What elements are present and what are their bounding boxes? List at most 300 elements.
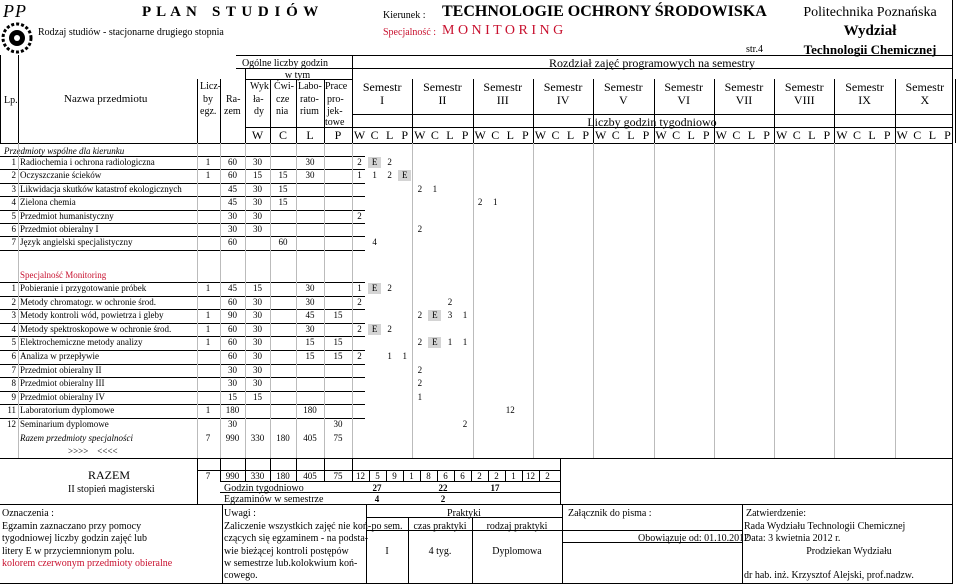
- godzin-label: Godzin tygodniowo: [224, 483, 304, 494]
- row-razem: 45: [228, 283, 237, 293]
- header-cwi-c: nia: [276, 106, 289, 117]
- row-lp: 11: [7, 405, 16, 416]
- semester-header-2: Semestr: [423, 80, 462, 94]
- header-wyk-b: ła-: [253, 94, 264, 105]
- wclp-sem-10-0: W: [896, 128, 908, 142]
- praktyki-col-czas: czas praktyki: [413, 521, 467, 532]
- wclp-sem-2-1: C: [430, 128, 439, 142]
- grid-line-h: [0, 350, 365, 351]
- study-type: Rodzaj studiów - stacjonarne drugiego stopnia: [38, 27, 224, 38]
- uwagi-line-1: Zaliczenie wszystkich zajęć nie koń-: [224, 521, 372, 532]
- razem-spec-p: 75: [333, 433, 343, 443]
- row-name: Przedmiot obieralny III: [20, 378, 105, 389]
- semester-header-9: Semestr: [845, 80, 884, 94]
- sem-cell: 1: [462, 310, 468, 321]
- row-lp: 4: [11, 323, 16, 334]
- row-name: Likwidacja skutków katastrof ekologicznych: [20, 183, 182, 194]
- row-c: 15: [278, 197, 288, 208]
- sem-cell: E: [371, 323, 378, 334]
- header-nazwa: Nazwa przedmiotu: [64, 93, 148, 105]
- row-name: Metody chromatogr. w ochronie środ.: [20, 296, 156, 307]
- sem-cell: 2: [417, 378, 423, 389]
- page-number: str.4: [746, 44, 763, 55]
- grid-line-h: [0, 250, 365, 251]
- wydzial-label: Wydział: [843, 23, 897, 39]
- header-razem-b: zem: [224, 106, 241, 117]
- row-c: 15: [278, 170, 288, 181]
- grid-line-h: [0, 418, 365, 419]
- row-w: 30: [253, 337, 262, 348]
- grid-line-v: [197, 79, 198, 143]
- row-lp: 2: [11, 170, 16, 181]
- summary-c: 180: [276, 471, 290, 481]
- row-razem: 60: [228, 296, 237, 307]
- wclp-sem-6-1: C: [672, 128, 681, 142]
- grid-line-h: [0, 377, 365, 378]
- sem-cell: 1: [372, 170, 377, 181]
- oznaczenia-line-2: tygodniowej liczby godzin zajęć lub: [2, 533, 147, 544]
- row-name: Przedmiot obieralny I: [20, 224, 99, 234]
- semester-number-5: V: [619, 93, 628, 107]
- header-lab-c: rium: [300, 106, 319, 117]
- summary-sem-val: 1: [409, 471, 414, 481]
- row-lp: 7: [11, 237, 16, 248]
- sem-cell: 1: [462, 337, 468, 348]
- summary-sem-val: 2: [494, 471, 499, 481]
- grid-line-v: [270, 143, 271, 458]
- semester-header-5: Semestr: [604, 80, 643, 94]
- row-w: 30: [253, 157, 262, 167]
- row-w: 30: [253, 210, 262, 221]
- row-name: Metody spektroskopowe w ochronie środ.: [20, 323, 172, 334]
- grid-line-h: [236, 68, 352, 69]
- sem-cell: 2: [387, 157, 392, 167]
- wclp-header-3: P: [334, 128, 342, 142]
- row-egz: 1: [205, 323, 211, 334]
- wclp-sem-1-2: L: [386, 128, 394, 142]
- row-razem: 15: [228, 391, 237, 402]
- sem-cell: 2: [462, 419, 468, 429]
- godzin-val: 27: [372, 483, 382, 493]
- header-lab-b: rato-: [300, 94, 319, 105]
- row-p: 15: [333, 337, 343, 348]
- oznaczenia-line-1: Egzamin zaznaczano przy pomocy: [2, 521, 142, 532]
- row-razem: 45: [228, 183, 237, 194]
- wclp-sem-5-3: P: [642, 128, 650, 142]
- row-c: 60: [278, 237, 288, 248]
- row-name: Radiochemia i ochrona radiologiczna: [20, 157, 155, 167]
- grid-line-h: [366, 517, 562, 518]
- wclp-sem-7-3: P: [763, 128, 770, 142]
- grid-line-h: [366, 530, 562, 531]
- row-name: Oczyszczanie ścieków: [20, 170, 102, 181]
- sem-cell: 2: [417, 337, 423, 348]
- egzaminow-val: 4: [374, 494, 380, 504]
- summary-sem-val: 12: [526, 471, 535, 481]
- wclp-header-2: L: [306, 128, 314, 142]
- grid-line-h: [562, 530, 742, 531]
- row-razem: 45: [228, 197, 237, 208]
- row-lp: 5: [11, 337, 16, 348]
- grid-line-h: [0, 143, 952, 144]
- grid-line-v: [774, 143, 775, 458]
- sem-cell: 2: [477, 197, 483, 208]
- row-w: 30: [253, 378, 262, 389]
- grid-line-h: [0, 156, 365, 157]
- razem-spec-arrows: >>>> <<<<: [68, 446, 118, 456]
- row-w: 15: [253, 283, 262, 293]
- summary-sem-val: 8: [426, 471, 431, 481]
- header-lab-a: Labo-: [298, 81, 322, 92]
- row-egz: 1: [205, 405, 211, 416]
- row-lp: 6: [11, 351, 16, 361]
- zatwierdzenie-label: Zatwierdzenie:: [746, 508, 806, 519]
- sem-cell: E: [402, 170, 408, 181]
- row-lp: 1: [11, 283, 16, 293]
- praktyki-val-rodzaj: Dyplomowa: [492, 546, 542, 557]
- sem-cell: 2: [387, 283, 392, 293]
- header-prac-c: jek-: [327, 106, 343, 117]
- row-lp: 12: [7, 419, 16, 429]
- section-title-spec: Specjalność Monitoring: [20, 270, 107, 280]
- semester-header-6: Semestr: [664, 80, 703, 94]
- row-name: Przedmiot obieralny IV: [20, 391, 105, 402]
- wclp-sem-9-0: W: [836, 128, 848, 142]
- sem-cell: 2: [357, 157, 362, 167]
- row-w: 30: [253, 310, 262, 321]
- semester-header-7: Semestr: [724, 80, 764, 94]
- row-l: 15: [305, 337, 315, 348]
- row-lp: 6: [11, 224, 16, 234]
- godzin-val: 17: [490, 483, 500, 493]
- semester-number-8: VIII: [793, 93, 815, 107]
- sem-cell: 1: [447, 337, 453, 348]
- summary-w: 330: [250, 471, 265, 481]
- praktyki-col-rodzaj: rodzaj praktyki: [486, 521, 548, 532]
- summary-sem-val: 12: [356, 471, 365, 481]
- row-name: Język angielski specjalistyczny: [20, 237, 133, 248]
- razem-spec-w: 330: [250, 433, 265, 443]
- sem-cell: 1: [357, 283, 362, 293]
- sem-cell: E: [371, 283, 378, 293]
- row-lp: 8: [11, 378, 16, 389]
- grid-line-h: [236, 55, 952, 56]
- zatwierdzenie-line-3: Prodziekan Wydziału: [806, 546, 892, 557]
- summary-sem-val: 5: [375, 471, 380, 481]
- grid-line-h: [0, 183, 365, 184]
- row-lp: 4: [11, 197, 16, 208]
- semester-number-4: IV: [556, 93, 570, 107]
- wclp-sem-4-2: L: [566, 128, 575, 142]
- grid-line-v: [560, 458, 561, 504]
- semester-header-8: Semestr: [784, 80, 824, 94]
- row-l: 30: [305, 283, 315, 293]
- header-prac-d: towe: [325, 117, 345, 128]
- grid-line-v: [0, 55, 1, 143]
- wclp-sem-8-3: P: [823, 128, 831, 142]
- wclp-sem-6-2: L: [687, 128, 695, 142]
- svg-text:P: P: [3, 1, 14, 21]
- uwagi-line-5: cowego.: [224, 570, 258, 581]
- plan-title: P L A N S T U D I Ó W: [142, 4, 320, 20]
- sem-cell: 2: [387, 170, 392, 181]
- summary-p: 75: [333, 471, 343, 481]
- sem-cell: 2: [447, 296, 453, 307]
- grid-line-v: [742, 504, 743, 584]
- row-egz: 1: [205, 170, 211, 181]
- sem-cell: 1: [402, 351, 407, 361]
- row-egz: 1: [205, 337, 211, 348]
- row-egz: 1: [205, 157, 211, 167]
- semester-number-9: IX: [858, 93, 871, 107]
- row-name: Seminarium dyplomowe: [20, 419, 109, 429]
- row-w: 30: [253, 323, 262, 334]
- header-lp: Lp.: [4, 95, 18, 106]
- summary-sem-val: 9: [392, 471, 397, 481]
- grid-line-h: [562, 542, 742, 543]
- uwagi-label: Uwagi :: [224, 508, 256, 519]
- sem-cell: 1: [387, 351, 392, 361]
- semester-number-10: X: [920, 93, 930, 107]
- grid-line-h: [0, 504, 952, 505]
- row-razem: 60: [228, 351, 237, 361]
- wclp-sem-1-1: C: [370, 128, 379, 142]
- wclp-sem-3-1: C: [491, 128, 500, 142]
- specjalnosc-label: Specjalność :: [383, 27, 437, 38]
- egzaminow-val: 2: [440, 494, 446, 504]
- row-l: 30: [305, 323, 315, 334]
- grid-line-h: [0, 309, 365, 310]
- header-ogolne: Ogólne liczby godzin: [241, 58, 329, 69]
- row-name: Pobieranie i przygotowanie próbek: [20, 283, 147, 293]
- wclp-header-0: W: [251, 128, 264, 142]
- grid-line-h: [0, 169, 365, 170]
- row-w: 30: [253, 296, 262, 307]
- sem-cell: 12: [505, 405, 515, 416]
- row-l: 30: [305, 157, 315, 167]
- sem-cell: 2: [357, 210, 362, 221]
- wclp-sem-1-3: P: [401, 128, 409, 142]
- wclp-sem-3-0: W: [474, 128, 486, 142]
- grid-line-h: [0, 404, 365, 405]
- wclp-sem-6-0: W: [655, 128, 667, 142]
- sem-cell: 1: [357, 170, 362, 181]
- grid-line-h: [0, 210, 365, 211]
- row-w: 30: [253, 351, 262, 361]
- wclp-sem-10-1: C: [913, 128, 922, 142]
- row-razem: 60: [228, 323, 237, 334]
- grid-line-h: [0, 236, 365, 237]
- wclp-header-1: C: [278, 128, 287, 142]
- grid-line-v: [955, 79, 956, 143]
- grid-line-h: [0, 458, 952, 459]
- zatwierdzenie-line-5: dr hab. inż. Krzysztof Alejski, prof.nadzw.: [744, 570, 914, 581]
- grid-line-h: [0, 223, 365, 224]
- kierunek-value: TECHNOLOGIE OCHRONY ŚRODOWISKA: [442, 3, 767, 20]
- wclp-sem-5-1: C: [611, 128, 620, 142]
- semester-header-4: Semestr: [543, 80, 583, 94]
- row-lp: 7: [11, 364, 16, 375]
- sem-cell: E: [371, 157, 378, 167]
- grid-line-h: [0, 296, 365, 297]
- row-lp: 3: [11, 310, 16, 321]
- row-razem: 60: [228, 157, 237, 167]
- grid-line-v: [834, 143, 835, 458]
- header-rozdzial: Rozdział zajęć programowych na semestry: [549, 56, 755, 70]
- grid-line-v: [18, 55, 19, 143]
- grid-line-v: [245, 143, 246, 458]
- sem-cell: 1: [432, 183, 438, 194]
- row-razem: 30: [228, 210, 237, 221]
- sem-cell: 2: [417, 224, 423, 234]
- uwagi-line-4: w semestrze lub.kolokwium koń-: [224, 558, 358, 569]
- row-c: 15: [278, 183, 288, 194]
- row-razem: 30: [228, 224, 237, 234]
- grid-line-h: [352, 114, 952, 115]
- row-razem: 90: [228, 310, 237, 321]
- header-prac-a: Prace: [325, 81, 348, 92]
- grid-line-v: [408, 517, 409, 584]
- summary-l: 405: [303, 471, 317, 481]
- row-name: Przedmiot obieralny II: [20, 364, 102, 375]
- grid-line-v: [366, 504, 367, 584]
- header-cwi-a: Ćwi-: [274, 81, 294, 92]
- semester-number-2: II: [438, 93, 447, 107]
- sem-cell: E: [432, 337, 438, 348]
- wclp-sem-3-3: P: [522, 128, 529, 142]
- praktyki-col-sem: po sem.: [371, 521, 403, 532]
- razem-spec-l: 405: [303, 433, 317, 443]
- wclp-sem-10-2: L: [928, 128, 937, 142]
- grid-line-v: [324, 143, 325, 458]
- row-w: 30: [253, 183, 262, 194]
- row-l: 30: [305, 296, 315, 307]
- row-w: 30: [253, 197, 262, 208]
- summary-sem-val: 2: [545, 471, 550, 481]
- header-razem-a: Ra-: [226, 94, 241, 105]
- razem-spec-label: Razem przedmioty specjalności: [20, 433, 133, 443]
- row-razem: 30: [228, 378, 237, 389]
- uwagi-line-3: wie bieżącej kontroli postępów: [224, 546, 349, 557]
- grid-line-v: [220, 79, 221, 143]
- wclp-sem-8-0: W: [775, 128, 788, 142]
- row-razem: 60: [228, 237, 237, 248]
- wclp-sem-5-0: W: [595, 128, 607, 142]
- stopien-label: II stopień magisterski: [68, 484, 155, 495]
- wclp-sem-9-3: P: [883, 128, 891, 142]
- wclp-sem-3-2: L: [506, 128, 514, 142]
- grid-line-v: [197, 143, 198, 458]
- row-lp: 2: [11, 296, 16, 307]
- sem-cell: 2: [387, 323, 392, 334]
- grid-line-v: [895, 143, 896, 458]
- oznaczenia-red-note: kolorem czerwonym przedmioty obieralne: [2, 558, 173, 569]
- sem-cell: 2: [417, 183, 423, 194]
- grid-line-h: [0, 391, 365, 392]
- header-cwi-b: cze: [276, 94, 290, 105]
- razem-label: RAZEM: [88, 468, 130, 482]
- wclp-sem-4-1: C: [551, 128, 560, 142]
- row-lp: 1: [11, 157, 16, 167]
- grid-line-v: [296, 143, 297, 458]
- sem-cell: 2: [357, 351, 362, 361]
- row-l: 45: [305, 310, 315, 321]
- row-w: 30: [253, 224, 262, 234]
- sem-cell: 2: [357, 323, 362, 334]
- zatwierdzenie-line-1: Rada Wydziału Technologii Chemicznej: [744, 521, 906, 532]
- row-razem: 60: [228, 337, 237, 348]
- razem-spec-egz: 7: [205, 433, 211, 443]
- oznaczenia-label: Oznaczenia :: [2, 508, 54, 519]
- row-p: 30: [333, 419, 343, 429]
- semester-number-1: I: [380, 93, 385, 107]
- svg-text:P: P: [15, 1, 26, 21]
- row-l: 30: [305, 170, 315, 181]
- row-egz: 1: [205, 283, 211, 293]
- zalacznik-label: Załącznik do pisma :: [568, 508, 652, 519]
- semester-number-6: VI: [677, 93, 690, 107]
- grid-line-v: [412, 143, 413, 458]
- praktyki-val-czas: 4 tyg.: [428, 546, 452, 557]
- grid-line-v: [714, 143, 715, 458]
- razem-spec-razem: 990: [225, 433, 240, 443]
- semester-header-3: Semestr: [483, 80, 523, 94]
- row-name: Elektrochemiczne metody analizy: [20, 337, 143, 348]
- grid-line-h: [0, 364, 365, 365]
- row-name: Zielona chemia: [20, 197, 76, 208]
- grid-line-v: [222, 504, 223, 584]
- row-w: 30: [253, 364, 262, 375]
- sem-cell: 2: [357, 296, 362, 307]
- sem-cell: 2: [417, 310, 423, 321]
- wclp-sem-2-3: P: [461, 128, 469, 142]
- egzaminow-label: Egzaminów w semestrze: [224, 494, 324, 505]
- sem-cell: 1: [492, 197, 498, 208]
- grid-line-h: [0, 196, 365, 197]
- row-l: 180: [303, 405, 317, 416]
- summary-sem-val: 2: [477, 471, 482, 481]
- university-name: Politechnika Poznańska: [803, 5, 937, 20]
- header-prac-b: pro-: [327, 94, 344, 105]
- row-name: Analiza w przepływie: [20, 351, 99, 361]
- row-razem: 30: [228, 419, 237, 429]
- row-razem: 180: [225, 405, 240, 416]
- wclp-sem-10-3: P: [944, 128, 951, 142]
- row-lp: 3: [11, 183, 16, 194]
- sem-cell: 1: [417, 391, 423, 402]
- grid-line-h: [0, 323, 365, 324]
- sem-cell: E: [432, 310, 438, 321]
- summary-sem-val: 6: [443, 471, 448, 481]
- sem-cell: 4: [372, 237, 377, 248]
- wclp-sem-7-2: L: [747, 128, 756, 142]
- grid-line-v: [562, 504, 563, 584]
- row-razem: 30: [228, 364, 237, 375]
- praktyki-label: Praktyki: [447, 508, 481, 519]
- header-wyk-a: Wyk: [250, 81, 269, 92]
- header-liczby-c: egz.: [200, 106, 217, 117]
- row-p: 15: [333, 351, 343, 361]
- wydzial-value: Technologii Chemicznej: [803, 42, 937, 57]
- grid-line-v: [352, 143, 353, 458]
- section-title-common: Przedmioty wspólne dla kierunku: [4, 146, 125, 156]
- wclp-sem-7-1: C: [732, 128, 741, 142]
- godzin-val: 22: [438, 483, 448, 493]
- uwagi-line-2: czących się egzaminem - na podsta-: [224, 533, 369, 544]
- sem-cell: 3: [447, 310, 453, 321]
- grid-line-v: [18, 143, 19, 458]
- university-logo: [0, 0, 34, 58]
